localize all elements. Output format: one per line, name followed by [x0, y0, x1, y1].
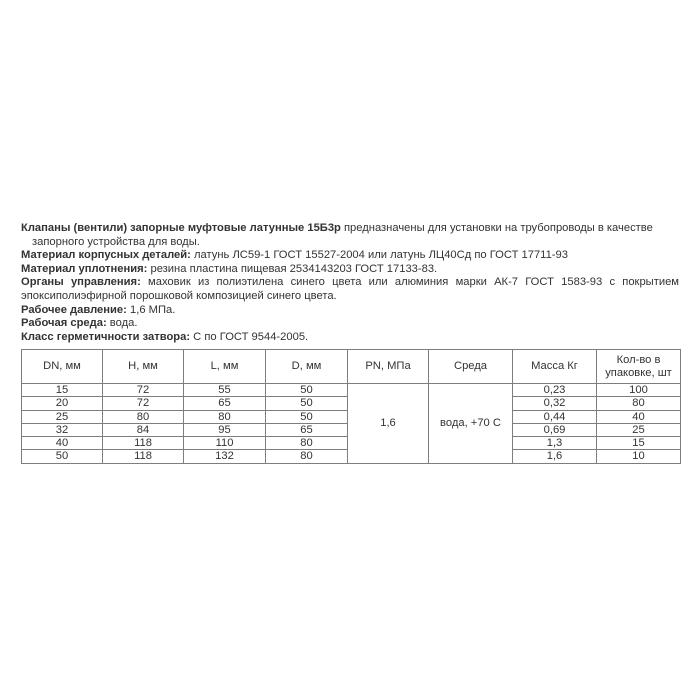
cell-quantity: 10 — [597, 450, 681, 463]
cell-quantity: 80 — [597, 397, 681, 410]
cell-h: 118 — [103, 437, 184, 450]
cell-d: 50 — [266, 384, 348, 397]
cell-h: 72 — [103, 384, 184, 397]
spec-value: латунь ЛС59-1 ГОСТ 15527-2004 или латунь ЛЦ40Сд по ГОСТ 17711-93 — [190, 249, 568, 262]
cell-dn: 15 — [22, 384, 103, 397]
cell-l: 65 — [184, 397, 266, 410]
cell-l: 95 — [184, 423, 266, 436]
header-mass: Масса Кг — [513, 350, 597, 384]
cell-mass: 1,6 — [513, 450, 597, 463]
header-quantity: Кол-во в упаковке, шт — [597, 350, 681, 384]
cell-h: 84 — [103, 423, 184, 436]
spec-value: 1,6 МПа. — [126, 303, 176, 316]
cell-mass: 1,3 — [513, 437, 597, 450]
cell-d: 80 — [266, 450, 348, 463]
cell-dn: 40 — [22, 437, 103, 450]
spec-value: С по ГОСТ 9544-2005. — [190, 330, 309, 343]
intro-text-line1: предназначены для установки на трубопроводы в качестве — [340, 222, 653, 234]
spec-value: маховик из полиэтилена синего цвета или алюминия марки АК-7 ГОСТ 1583-93 с покрытием эпоксиполиэфирной порошковой композицией синего цвета. — [21, 276, 679, 302]
spec-value: резина пластина пищевая 2534143203 ГОСТ 17133-83. — [147, 262, 438, 275]
spec-label: Класс герметичности затвора: — [21, 330, 191, 343]
header-pn: PN, МПа — [348, 350, 429, 384]
table-row — [22, 384, 681, 397]
spec-value: вода. — [106, 317, 138, 330]
dimensions-table — [21, 349, 681, 464]
spec-controls — [21, 276, 679, 303]
cell-dn: 25 — [22, 410, 103, 423]
spec-label: Рабочая среда: — [21, 317, 107, 330]
spec-label: Органы управления: — [21, 276, 141, 289]
cell-l: 55 — [184, 384, 266, 397]
cell-mass: 0,69 — [513, 423, 597, 436]
header-dn: DN, мм — [22, 350, 103, 384]
cell-h: 72 — [103, 397, 184, 410]
spec-working-pressure — [21, 304, 679, 318]
cell-mass: 0,44 — [513, 410, 597, 423]
cell-d: 80 — [266, 437, 348, 450]
header-l: L, мм — [184, 350, 266, 384]
intro-paragraph — [21, 222, 679, 249]
cell-medium: вода, +70 С — [429, 384, 513, 464]
cell-quantity: 15 — [597, 437, 681, 450]
cell-dn: 20 — [22, 397, 103, 410]
table-header-row — [22, 350, 681, 384]
spec-working-medium — [21, 317, 679, 331]
header-d: D, мм — [266, 350, 348, 384]
cell-h: 118 — [103, 450, 184, 463]
cell-mass: 0,23 — [513, 384, 597, 397]
product-description — [21, 222, 679, 344]
spec-label: Рабочее давление: — [21, 303, 127, 316]
cell-quantity: 40 — [597, 410, 681, 423]
intro-text-line2: запорного устройства для воды. — [32, 235, 200, 248]
header-medium: Среда — [429, 350, 513, 384]
cell-l: 132 — [184, 450, 266, 463]
cell-quantity: 100 — [597, 384, 681, 397]
spec-tightness-class — [21, 331, 679, 345]
cell-mass: 0,32 — [513, 397, 597, 410]
spec-label: Материал уплотнения: — [21, 262, 148, 275]
header-h: H, мм — [103, 350, 184, 384]
product-title: Клапаны (вентили) запорные муфтовые латунные 15Б3р — [21, 222, 341, 234]
cell-d: 65 — [266, 423, 348, 436]
cell-quantity: 25 — [597, 423, 681, 436]
spec-label: Материал корпусных деталей: — [21, 249, 191, 262]
cell-d: 50 — [266, 397, 348, 410]
spec-body-material — [21, 249, 679, 263]
cell-dn: 50 — [22, 450, 103, 463]
cell-l: 110 — [184, 437, 266, 450]
cell-d: 50 — [266, 410, 348, 423]
spec-seal-material — [21, 263, 679, 277]
cell-l: 80 — [184, 410, 266, 423]
cell-pn: 1,6 — [348, 384, 429, 464]
cell-dn: 32 — [22, 423, 103, 436]
cell-h: 80 — [103, 410, 184, 423]
